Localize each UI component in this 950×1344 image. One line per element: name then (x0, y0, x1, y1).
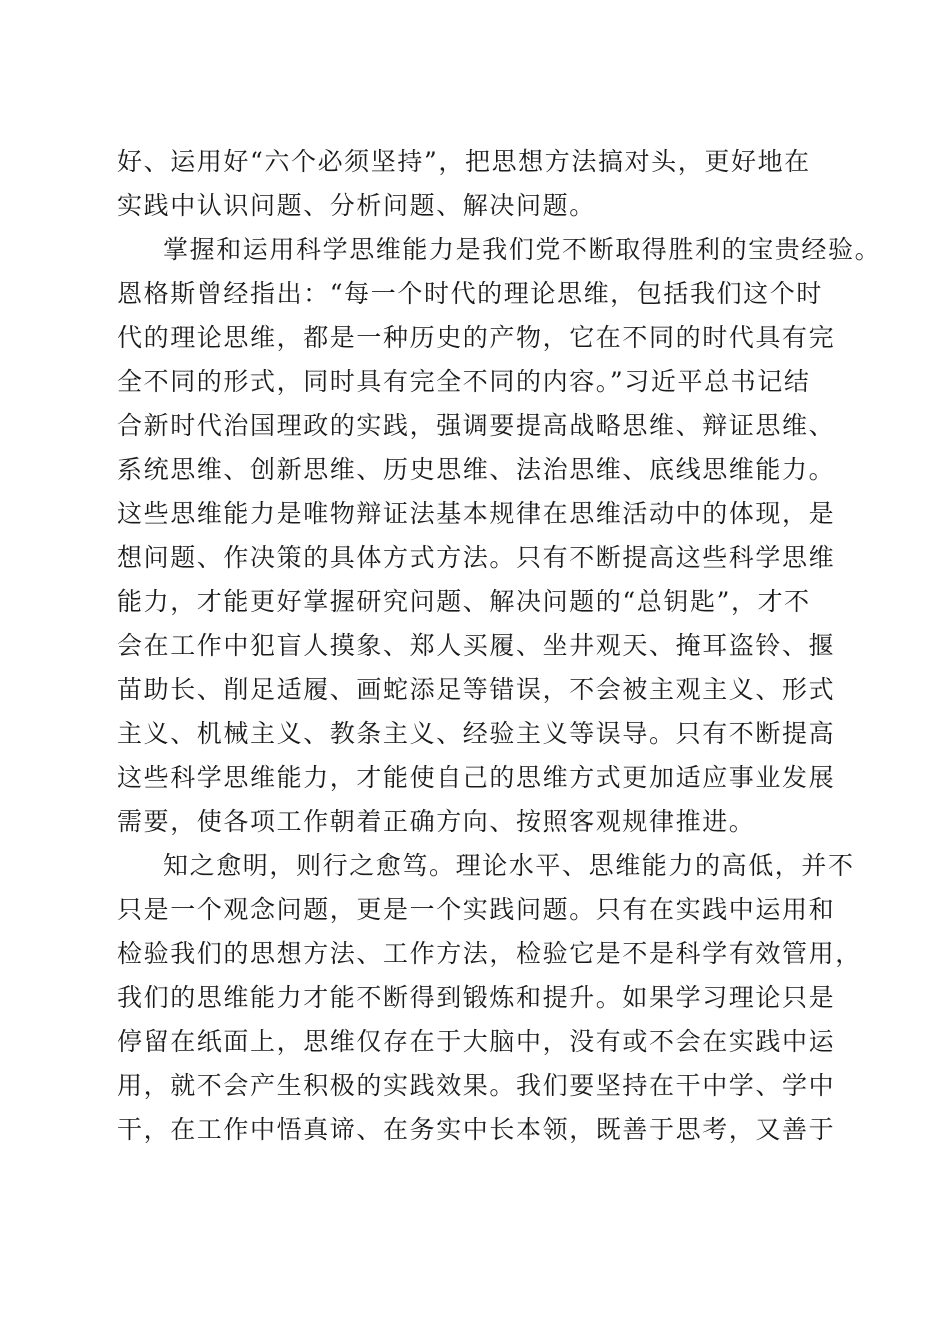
text-line: 能力，才能更好掌握研究问题、解决问题的“总钥匙”，才不 (117, 587, 811, 616)
text-line: 用，就不会产生积极的实践效果。我们要坚持在干中学、学中 (117, 1071, 836, 1100)
text-line: 停留在纸面上，思维仅存在于大脑中，没有或不会在实践中运 (117, 1027, 836, 1056)
text-line: 这些科学思维能力，才能使自己的思维方式更加适应事业发展 (117, 763, 836, 792)
paragraph-first-line: 知之愈明，则行之愈笃。理论水平、思维能力的高低，并不 (163, 851, 855, 880)
text-line: 苗助长、削足适履、画蛇添足等错误，不会被主观主义、形式 (117, 675, 836, 704)
text-line: 想问题、作决策的具体方式方法。只有不断提高这些科学思维 (117, 543, 836, 572)
text-line: 主义、机械主义、教条主义、经验主义等误导。只有不断提高 (117, 719, 836, 748)
text-line: 检验我们的思想方法、工作方法，检验它是不是科学有效管用， (117, 939, 862, 968)
text-line: 合新时代治国理政的实践，强调要提高战略思维、辩证思维、 (117, 411, 836, 440)
text-line: 需要，使各项工作朝着正确方向、按照客观规律推进。 (117, 807, 756, 836)
body-text (117, 140, 882, 1152)
text-line: 干，在工作中悟真谛、在务实中长本领，既善于思考，又善于 (117, 1115, 836, 1144)
text-line: 好、运用好“六个必须坚持”，把思想方法搞对头，更好地在 (117, 147, 811, 176)
text-line: 只是一个观念问题，更是一个实践问题。只有在实践中运用和 (117, 895, 836, 924)
text-line: 会在工作中犯盲人摸象、郑人买履、坐井观天、掩耳盗铃、揠 (117, 631, 836, 660)
text-line: 系统思维、创新思维、历史思维、法治思维、底线思维能力。 (117, 455, 836, 484)
text-line: 实践中认识问题、分析问题、解决问题。 (117, 191, 596, 220)
text-line: 代的理论思维，都是一种历史的产物，它在不同的时代具有完 (117, 323, 836, 352)
text-line: 我们的思维能力才能不断得到锻炼和提升。如果学习理论只是 (117, 983, 836, 1012)
paragraph-first-line: 掌握和运用科学思维能力是我们党不断取得胜利的宝贵经验。 (163, 235, 882, 264)
text-line: 这些思维能力是唯物辩证法基本规律在思维活动中的体现，是 (117, 499, 836, 528)
text-line: 恩格斯曾经指出：“每一个时代的理论思维，包括我们这个时 (117, 279, 823, 308)
text-line: 全不同的形式，同时具有完全不同的内容。”习近平总书记结 (117, 367, 811, 396)
